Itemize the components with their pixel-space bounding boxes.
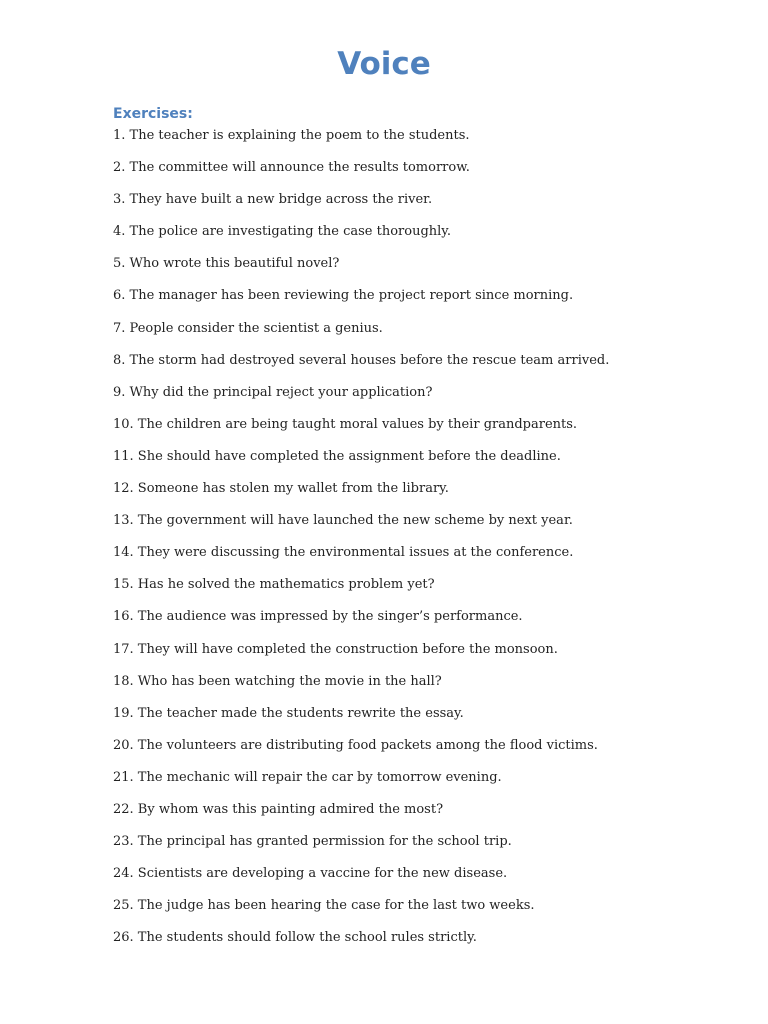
exercise-item: 21. The mechanic will repair the car by tomorrow evening. [113, 769, 502, 785]
exercise-item: 1. The teacher is explaining the poem to the students. [113, 128, 470, 143]
section-heading-exercises: Exercises: [113, 106, 193, 122]
exercise-item: 7. People consider the scientist a genius. [113, 320, 383, 336]
exercise-item: 24. Scientists are developing a vaccine for the new disease. [113, 866, 508, 882]
exercise-item: 25. The judge has been hearing the case for the last two weeks. [113, 898, 535, 914]
exercise-item: 9. Why did the principal reject your application? [113, 384, 433, 400]
exercise-item: 6. The manager has been reviewing the project report since morning. [113, 288, 574, 304]
exercise-item: 11. She should have completed the assignment before the deadline. [113, 448, 561, 464]
exercise-item: 23. The principal has granted permission for the school trip. [113, 834, 512, 850]
exercise-item: 2. The committee will announce the results tomorrow. [113, 160, 470, 176]
exercise-item: 17. They will have completed the construction before the monsoon. [113, 641, 558, 657]
exercise-item: 4. The police are investigating the case thoroughly. [113, 224, 452, 240]
exercise-item: 14. They were discussing the environmental issues at the conference. [113, 545, 574, 561]
page-title: Voice [337, 46, 431, 82]
exercise-item: 3. They have built a new bridge across the river. [113, 192, 433, 208]
exercise-item: 19. The teacher made the students rewrite the essay. [113, 705, 464, 721]
exercise-item: 26. The students should follow the school rules strictly. [113, 930, 477, 946]
exercise-item: 15. Has he solved the mathematics problem yet? [113, 577, 435, 593]
exercise-item: 10. The children are being taught moral values by their grandparents. [113, 416, 578, 432]
exercise-item: 16. The audience was impressed by the singer’s performance. [113, 609, 523, 625]
exercise-item: 5. Who wrote this beautiful novel? [113, 256, 340, 272]
exercise-item: 13. The government will have launched the new scheme by next year. [113, 513, 573, 529]
exercise-item: 12. Someone has stolen my wallet from the library. [113, 481, 449, 497]
exercise-item: 22. By whom was this painting admired the most? [113, 801, 444, 817]
exercise-item: 20. The volunteers are distributing food packets among the flood victims. [113, 737, 598, 753]
exercise-list [113, 125, 733, 959]
exercise-item: 8. The storm had destroyed several houses before the rescue team arrived. [113, 352, 610, 368]
exercise-item: 18. Who has been watching the movie in the hall? [113, 673, 442, 689]
